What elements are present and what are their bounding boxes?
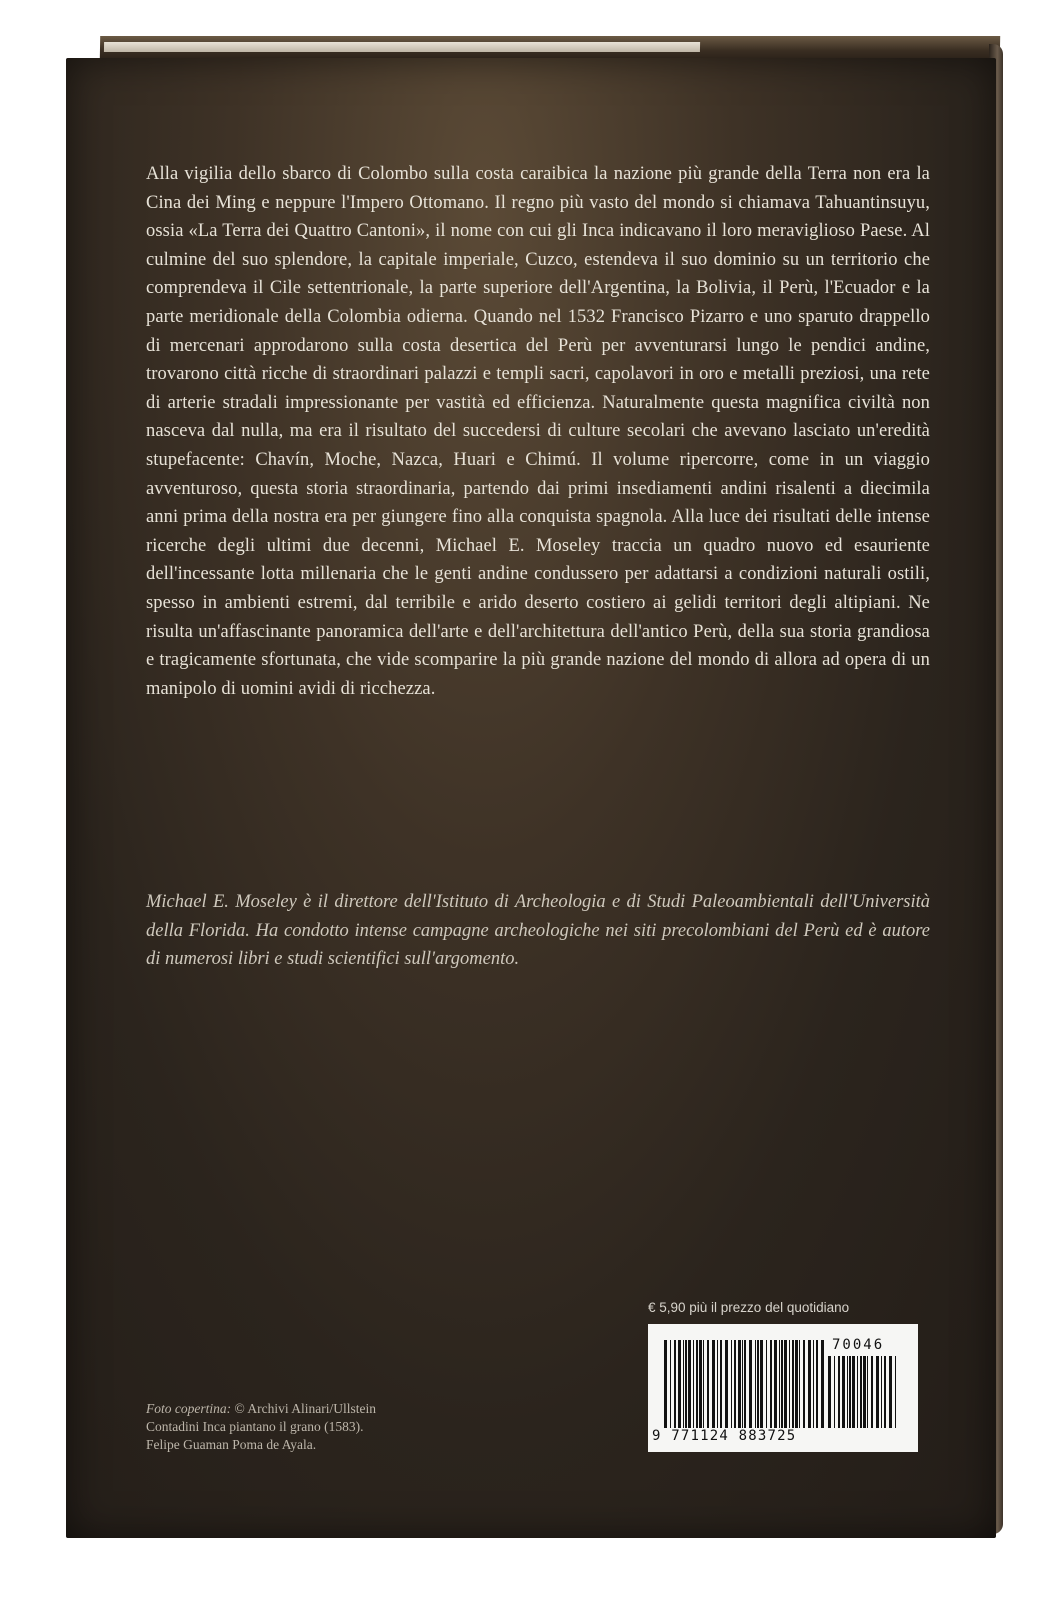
barcode-bar xyxy=(857,1356,858,1428)
barcode-bar xyxy=(670,1340,671,1428)
barcode-bar xyxy=(757,1340,759,1428)
barcode-bar xyxy=(799,1340,800,1428)
barcode-bar xyxy=(725,1340,728,1428)
barcode-bar xyxy=(683,1340,684,1428)
barcode-bar xyxy=(707,1340,709,1428)
barcode-bar xyxy=(847,1356,848,1428)
barcode-addon-icon xyxy=(828,1356,900,1428)
barcode-bar xyxy=(803,1340,805,1428)
barcode-bar xyxy=(699,1340,702,1428)
barcode-bar xyxy=(685,1340,687,1428)
barcode-bar xyxy=(852,1356,855,1428)
barcode-bar xyxy=(808,1340,811,1428)
price-label: € 5,90 più il prezzo del quotidiano xyxy=(648,1300,850,1315)
barcode-bar xyxy=(674,1340,676,1428)
barcode-bar xyxy=(884,1356,886,1428)
photo-credits xyxy=(146,1400,506,1454)
barcode-bar xyxy=(813,1340,814,1428)
barcode-bar xyxy=(779,1340,780,1428)
barcode-bar xyxy=(895,1356,896,1428)
blurb-text: Alla vigilia dello sbarco di Colombo sulla costa caraibica la nazione più grande della Terra non era la Cina dei Ming e neppure l'Impero Ottomano. Il regno più vasto del mondo si chiamava Tahuantinsuyu, ossia «La Terra dei Quattro Cantoni», il nome con cui gli Inca indicavano il loro meraviglioso Paese. Al culmine del suo splendore, la capitale imperiale, Cuzco, estendeva il suo dominio su un territorio che comprendeva il Cile settentrionale, la parte superiore dell'Argentina, la Bolivia, il Perù, l'Ecuador e la parte meridionale della Colombia odierna. Quando nel 1532 Francisco Pizarro e uno sparuto drappello di mercenari approdarono sulla costa desertica del Perù per avventurarsi lungo le pendici andine, trovarono città ricche di straordinari palazzi e templi sacri, capolavori in oro e metalli preziosi, una rete di arterie stradali impressionante per vastità ed efficienza. Naturalmente questa magnifica civiltà non nasceva dal nulla, ma era il risultato del succedersi di culture secolari che avevano lasciato un'eredità stupefacente: Chavín, Moche, Nazca, Huari e Chimú. Il volume ripercorre, come in un viaggio avventuroso, questa storia straordinaria, partendo dai primi insediamenti andini risalenti a diecimila anni prima della nostra era per giungere fino alla conquista spagnola. Alla luce dei risultati delle intense ricerche degli ultimi due decenni, Michael E. Moseley traccia un quadro nuovo ed esauriente dell'incessante lotta millenaria che le genti andine condussero per adattarsi a condizioni naturali ostili, spesso in ambienti estremi, dal terribile e arido deserto costiero ai gelidi territori degli altipiani. Ne risulta un'affascinante panoramica dell'arte e dell'architettura dell'antico Perù, della sua storia grandiosa e tragicamente sfortunata, che vide scomparire la più grande nazione del mondo di allora ad opera di un manipolo di uomini avidi di ricchezza. xyxy=(146,164,930,699)
credits-label: Foto copertina: xyxy=(146,1401,232,1416)
barcode-bar xyxy=(742,1340,743,1428)
barcode-bar xyxy=(834,1356,835,1428)
barcode-bar xyxy=(821,1340,824,1428)
barcode-bar xyxy=(889,1356,892,1428)
barcode-bar xyxy=(688,1340,691,1428)
barcode-icon xyxy=(664,1340,826,1428)
barcode-addon-digits: 70046 xyxy=(832,1337,885,1353)
barcode-bar xyxy=(731,1340,732,1428)
credits-caption: Contadini Inca piantano il grano (1583). xyxy=(146,1419,364,1434)
barcode-bar xyxy=(770,1340,772,1428)
barcode-bar xyxy=(678,1340,681,1428)
barcode-bar xyxy=(696,1340,698,1428)
barcode-bar xyxy=(871,1356,873,1428)
barcode-bar xyxy=(816,1340,818,1428)
barcode-sticker xyxy=(648,1324,918,1452)
barcode-bar xyxy=(738,1340,741,1428)
barcode-bar xyxy=(703,1340,704,1428)
barcode-bar xyxy=(842,1356,845,1428)
barcode-bar xyxy=(876,1356,879,1428)
barcode-bar xyxy=(795,1340,798,1428)
barcode-bar xyxy=(838,1356,840,1428)
barcode-bar xyxy=(781,1340,783,1428)
credits-source: © Archivi Alinari/Ullstein xyxy=(234,1401,376,1416)
barcode-bar xyxy=(734,1340,736,1428)
page-edges xyxy=(104,42,700,52)
barcode-bar xyxy=(792,1340,794,1428)
barcode-bar xyxy=(720,1340,722,1428)
barcode-bar xyxy=(744,1340,746,1428)
barcode-bar xyxy=(784,1340,787,1428)
barcode-bar xyxy=(749,1340,752,1428)
barcode-bar xyxy=(863,1356,866,1428)
barcode-bar xyxy=(712,1340,715,1428)
barcode-bar xyxy=(760,1340,763,1428)
barcode-number: 9 771124 883725 xyxy=(652,1428,797,1444)
barcode-bar xyxy=(717,1340,718,1428)
barcode-bar xyxy=(860,1356,862,1428)
barcode-bar xyxy=(849,1356,851,1428)
barcode-bar xyxy=(774,1340,777,1428)
barcode-bar xyxy=(766,1340,767,1428)
barcode-bar xyxy=(881,1356,882,1428)
barcode-bar xyxy=(789,1340,790,1428)
barcode-bar xyxy=(755,1340,756,1428)
credits-artist: Felipe Guaman Poma de Ayala. xyxy=(146,1437,317,1452)
barcode-bar xyxy=(867,1356,868,1428)
barcode-bar xyxy=(693,1340,694,1428)
barcode-bar xyxy=(664,1340,667,1428)
book-top-edge xyxy=(100,36,1000,60)
barcode-bar xyxy=(828,1356,831,1428)
author-bio: Michael E. Moseley è il direttore dell'Istituto di Archeologia e di Studi Paleoambientali dell'Università della Florida. Ha condotto intense campagne archeologiche nei siti precolombiani del Perù ed è autore di numerosi libri e studi scientifici sull'argomento. xyxy=(146,892,930,970)
